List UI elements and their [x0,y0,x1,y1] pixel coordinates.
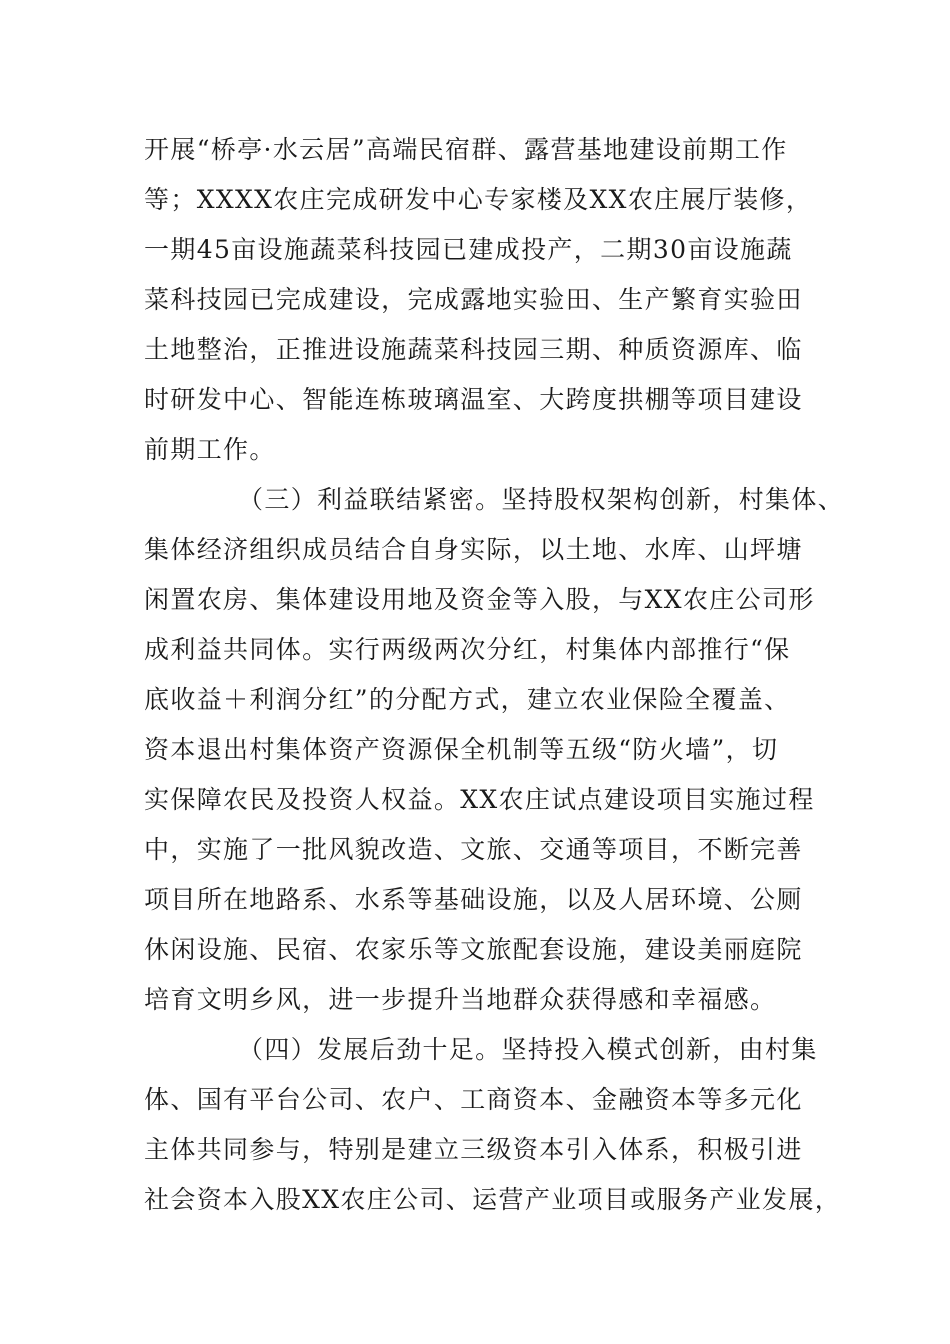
text-line: 培育文明乡风，进一步提升当地群众获得感和幸福感。 [144,985,777,1014]
text-line: 社会资本入股XX农庄公司、运营产业项目或服务产业发展， [144,1185,842,1214]
text-line: 中，实施了一批风貌改造、文旅、交通等项目，不断完善 [144,835,803,864]
text-line: 前期工作。 [144,435,276,464]
text-line: 菜科技园已完成建设，完成露地实验田、生产繁育实验田 [144,285,803,314]
text-line: 项目所在地路系、水系等基础设施，以及人居环境、公厕 [144,885,803,914]
text-line: 一期45亩设施蔬菜科技园已建成投产，二期30亩设施蔬 [144,235,793,264]
text-line: 主体共同参与，特别是建立三级资本引入体系，积极引进 [144,1135,803,1164]
text-line: 体、国有平台公司、农户、工商资本、金融资本等多元化 [144,1085,803,1114]
text-line: 等；XXXX农庄完成研发中心专家楼及XX农庄展厅装修， [144,185,813,214]
text-line: 底收益＋利润分红”的分配方式，建立农业保险全覆盖、 [144,685,791,714]
text-line: 闲置农房、集体建设用地及资金等入股，与XX农庄公司形 [144,585,815,614]
section-heading-line: （四）发展后劲十足。坚持投入模式创新，由村集 [238,1035,818,1064]
text-line: 实保障农民及投资人权益。XX农庄试点建设项目实施过程 [144,785,815,814]
text-line: 开展“桥亭·水云居”高端民宿群、露营基地建设前期工作 [144,135,788,164]
text-line: 土地整治，正推进设施蔬菜科技园三期、种质资源库、临 [144,335,803,364]
section-heading-line: （三）利益联结紧密。坚持股权架构创新，村集体、 [238,485,845,514]
text-line: 休闲设施、民宿、农家乐等文旅配套设施，建设美丽庭院 [144,935,803,964]
text-line: 集体经济组织成员结合自身实际，以土地、水库、山坪塘 [144,535,803,564]
text-line: 资本退出村集体资产资源保全机制等五级“防火墙”，切 [144,735,779,764]
text-line: 时研发中心、智能连栋玻璃温室、大跨度拱棚等项目建设 [144,385,803,414]
text-line: 成利益共同体。实行两级两次分红，村集体内部推行“保 [144,635,791,664]
